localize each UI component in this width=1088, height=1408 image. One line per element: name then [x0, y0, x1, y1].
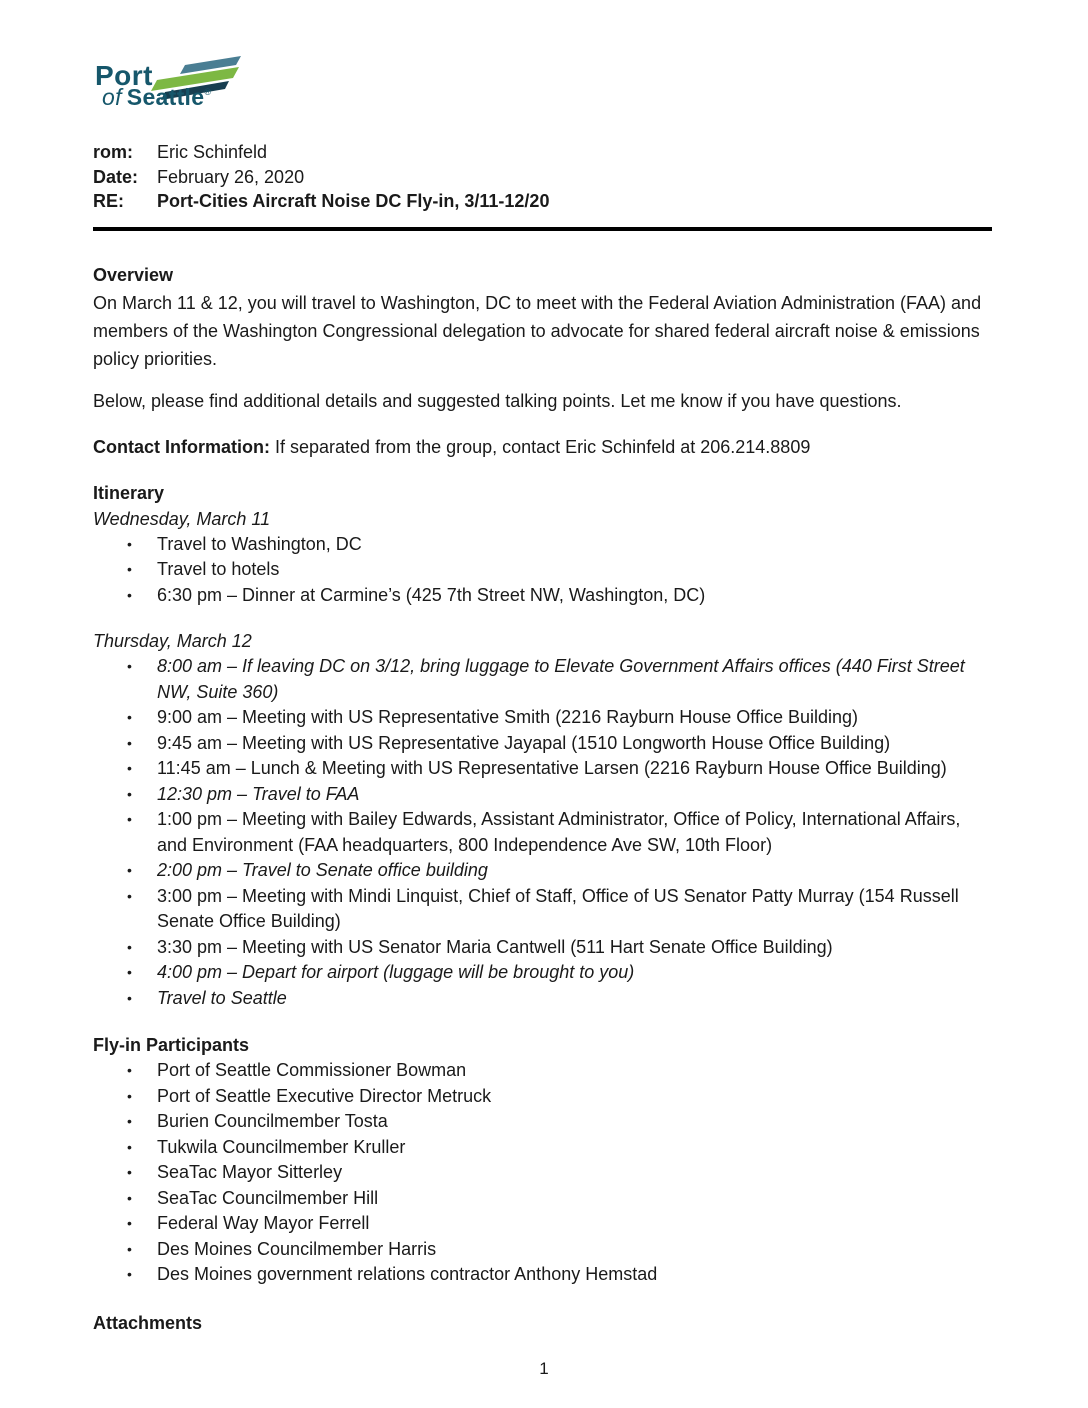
itinerary-item	[127, 654, 995, 705]
port-of-seattle-logo	[93, 56, 263, 114]
bullet-icon: •	[127, 658, 132, 674]
itinerary-item	[127, 960, 995, 986]
bullet-icon: •	[127, 938, 132, 955]
bullet-icon: •	[127, 862, 132, 878]
itinerary-item	[127, 935, 995, 961]
bullet-icon: •	[127, 1189, 132, 1206]
participant-name: SeaTac Mayor Sitterley	[157, 1162, 343, 1182]
itinerary-item-text: 6:30 pm – Dinner at Carmine’s (425 7th Street NW, Washington, DC)	[157, 584, 706, 605]
itinerary-item-text: Travel to Washington, DC	[157, 533, 362, 554]
bullet-icon: •	[127, 989, 132, 1006]
bullet-icon: •	[127, 561, 132, 577]
bullet-icon: •	[127, 887, 132, 904]
itinerary-item	[127, 858, 995, 884]
bullet-icon: •	[127, 1240, 132, 1257]
participant-item	[127, 1160, 995, 1186]
itinerary-item-text: 2:00 pm – Travel to Senate office building	[157, 860, 488, 880]
itinerary-item-text: 8:00 am – If leaving DC on 3/12, bring luggage to Elevate Government Affairs offices (440 First Street NW, Suite 360)	[157, 656, 965, 702]
bullet-icon: •	[127, 811, 132, 827]
participant-name: Federal Way Mayor Ferrell	[157, 1213, 370, 1233]
participant-name: SeaTac Councilmember Hill	[157, 1187, 379, 1208]
itinerary-heading: Itinerary	[93, 482, 165, 503]
itinerary-item	[127, 756, 995, 782]
itinerary-item-text: 11:45 am – Lunch & Meeting with US Representative Larsen (2216 Rayburn House Office Building)	[157, 758, 947, 778]
bullet-icon: •	[127, 734, 132, 751]
participant-name: Des Moines Councilmember Harris	[157, 1238, 437, 1259]
bullet-icon: •	[127, 535, 132, 552]
day-title-thursday: Thursday, March 12	[93, 631, 252, 651]
participant-item	[127, 1084, 995, 1110]
itinerary-item-text: Travel to Seattle	[157, 987, 287, 1008]
bullet-icon: •	[127, 709, 132, 725]
bullet-icon: •	[127, 1138, 132, 1155]
memo-row-date	[93, 165, 995, 190]
bullet-icon: •	[127, 586, 132, 603]
itinerary-item	[127, 705, 995, 731]
bullet-icon: •	[127, 964, 132, 980]
logo-text-of: of	[102, 84, 122, 110]
bullet-icon: •	[127, 760, 132, 776]
itinerary-item-text: 1:00 pm – Meeting with Bailey Edwards, Assistant Administrator, Office of Policy, International Affairs, and Environment (FAA headquarters, 800 Independence Ave SW, 10th Floor)	[157, 809, 961, 855]
re-value: Port-Cities Aircraft Noise DC Fly-in, 3/11-12/20	[157, 191, 550, 211]
contact-information-line	[93, 433, 995, 461]
itinerary-item	[127, 557, 995, 583]
registered-trademark-icon: ®	[204, 87, 212, 97]
overview-paragraph-2: Below, please find additional details and suggested talking points. Let me know if you have questions.	[93, 390, 902, 411]
bullet-icon: •	[127, 785, 132, 802]
memo-row-re	[93, 189, 995, 214]
itinerary-item-text: Travel to hotels	[157, 559, 280, 579]
day-title-wednesday: Wednesday, March 11	[93, 508, 271, 529]
participant-item	[127, 1135, 995, 1161]
itinerary-item	[127, 731, 995, 757]
logo-text-seattle: Seattle	[126, 84, 205, 110]
bullet-icon: •	[127, 1113, 132, 1129]
overview-heading: Overview	[93, 264, 174, 285]
logo-text-of-seattle	[102, 84, 211, 111]
participant-name: Port of Seattle Commissioner Bowman	[157, 1060, 467, 1080]
participants-bullet-list	[127, 1058, 995, 1288]
itinerary-item	[127, 884, 995, 935]
itinerary-item-text: 4:00 pm – Depart for airport (luggage will be brought to you)	[157, 962, 635, 982]
memo-row-from	[93, 140, 995, 165]
contact-information-text: If separated from the group, contact Eric Schinfeld at 206.214.8809	[270, 436, 811, 457]
attachments-heading: Attachments	[93, 1312, 203, 1333]
participants-heading: Fly-in Participants	[93, 1035, 250, 1055]
participant-name: Des Moines government relations contractor Anthony Hemstad	[157, 1264, 658, 1284]
overview-paragraph-1: On March 11 & 12, you will travel to Washington, DC to meet with the Federal Aviation Administration (FAA) and members of the Washington Congressional delegation to advocate for shared federal aircraft noise & emissions policy priorities.	[93, 292, 982, 369]
participant-item	[127, 1237, 995, 1263]
bullet-icon: •	[127, 1266, 132, 1282]
logo-text-port: Port	[95, 60, 153, 91]
participant-item	[127, 1109, 995, 1135]
itinerary-item-text: 12:30 pm – Travel to FAA	[157, 783, 360, 804]
participant-item	[127, 1058, 995, 1084]
itinerary-item	[127, 782, 995, 808]
date-value: February 26, 2020	[157, 166, 305, 187]
itinerary-item-text: 9:00 am – Meeting with US Representative Smith (2216 Rayburn House Office Building)	[157, 707, 859, 727]
bullet-icon: •	[127, 1087, 132, 1104]
participant-name: Burien Councilmember Tosta	[157, 1111, 388, 1131]
itinerary-item	[127, 583, 995, 609]
re-label: RE:	[93, 191, 124, 211]
page-content	[0, 56, 1088, 1380]
participant-item	[127, 1186, 995, 1212]
from-value: Eric Schinfeld	[157, 142, 268, 162]
from-label: rom:	[93, 142, 133, 162]
page-number: 1	[539, 1358, 549, 1378]
date-label: Date:	[93, 166, 139, 187]
bullet-icon: •	[127, 1215, 132, 1231]
wednesday-bullet-list	[127, 532, 995, 609]
itinerary-item	[127, 986, 995, 1012]
participant-name: Port of Seattle Executive Director Metruck	[157, 1085, 492, 1106]
participant-name: Tukwila Councilmember Kruller	[157, 1136, 406, 1157]
thursday-bullet-list	[127, 654, 995, 1011]
itinerary-item-text: 3:30 pm – Meeting with US Senator Maria Cantwell (511 Hart Senate Office Building)	[157, 936, 833, 957]
bullet-icon: •	[127, 1164, 132, 1180]
participant-item	[127, 1211, 995, 1237]
bullet-icon: •	[127, 1062, 132, 1078]
memo-header	[93, 140, 995, 214]
contact-information-label: Contact Information:	[93, 436, 270, 457]
participant-item	[127, 1262, 995, 1288]
itinerary-item	[127, 807, 995, 858]
header-divider	[93, 227, 992, 231]
itinerary-item-text: 9:45 am – Meeting with US Representative Jayapal (1510 Longworth House Office Building)	[157, 732, 891, 753]
itinerary-item	[127, 532, 995, 558]
itinerary-item-text: 3:00 pm – Meeting with Mindi Linquist, Chief of Staff, Office of US Senator Patty Murray (154 Russell Senate Office Building)	[157, 885, 959, 931]
